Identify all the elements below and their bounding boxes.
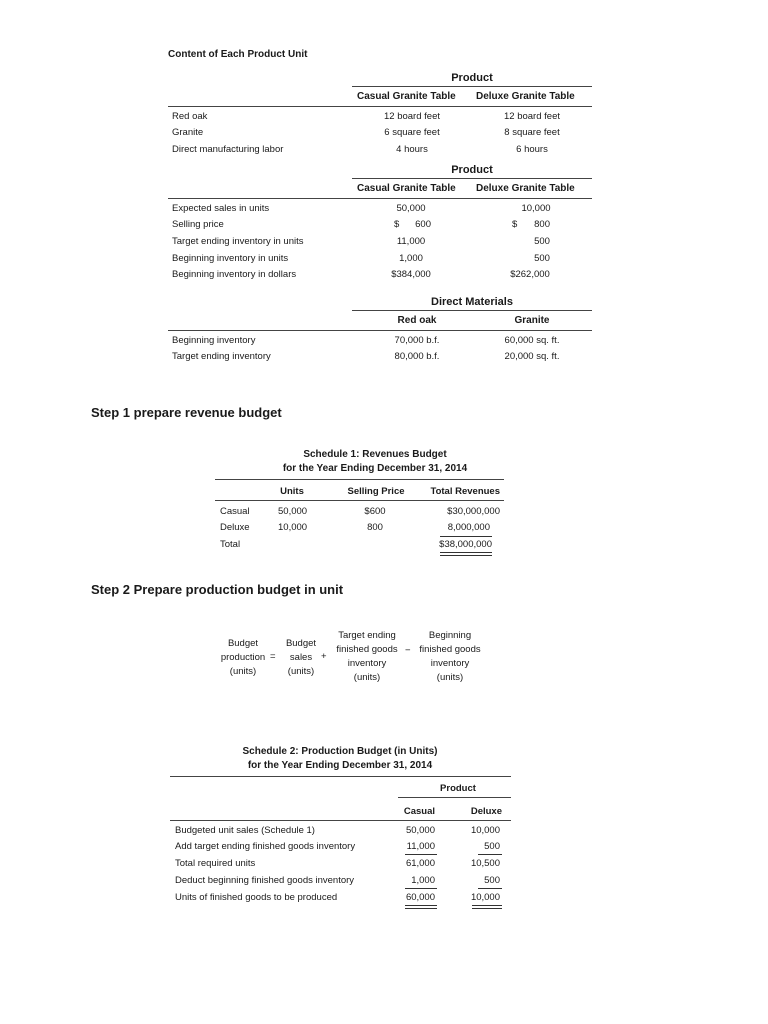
row-label: Beginning inventory in units xyxy=(172,253,289,264)
row-label: Granite xyxy=(172,127,204,138)
cell: 500 xyxy=(534,253,550,264)
cell: 70,000 b.f. xyxy=(394,335,440,346)
row-label: Target ending inventory xyxy=(172,351,271,362)
cell: 8,000,000 xyxy=(447,522,490,533)
row-label: Target ending inventory in units xyxy=(172,236,304,247)
content-table-title: Content of Each Product Unit xyxy=(168,49,308,60)
row-label: Beginning inventory in dollars xyxy=(172,269,297,280)
row-label: Units of finished goods to be produced xyxy=(175,892,338,903)
cell: 10,000 xyxy=(278,522,308,533)
currency-symbol: $ xyxy=(394,219,400,230)
underline xyxy=(405,888,437,889)
cell: 500 xyxy=(534,236,550,247)
total-value: $38,000,000 xyxy=(439,539,492,550)
sales-col-deluxe: Deluxe Granite Table xyxy=(476,183,575,194)
cell: 1,000 xyxy=(411,875,435,886)
schedule1-col-revenues: Total Revenues xyxy=(430,486,500,497)
underline xyxy=(440,536,492,537)
formula-term-beginning: Beginning finished goods inventory (units) xyxy=(419,630,481,683)
formula-term-production: Budget production (units) xyxy=(220,638,266,677)
cell: 6 square feet xyxy=(384,127,440,138)
cell: 10,000 xyxy=(470,825,500,836)
step2-heading: Step 2 Prepare production budget in unit xyxy=(91,582,344,597)
sales-product-header: Product xyxy=(451,164,493,176)
divider xyxy=(398,797,511,798)
cell: 800 xyxy=(534,219,550,230)
row-label: Direct manufacturing labor xyxy=(172,144,284,155)
schedule1-col-units: Units xyxy=(280,486,304,497)
underline xyxy=(478,888,502,889)
cell: 4 hours xyxy=(396,144,428,155)
formula-term-target-ending: Target ending finished goods inventory (units) xyxy=(336,630,398,683)
cell: 1,000 xyxy=(399,253,423,264)
schedule1-title: Schedule 1: Revenues Budget xyxy=(303,449,447,460)
cell: 20,000 sq. ft. xyxy=(504,351,560,362)
divider xyxy=(215,479,504,480)
row-label: Deluxe xyxy=(220,522,250,533)
formula-plus: + xyxy=(321,651,327,662)
row-label: Deduct beginning finished goods inventory xyxy=(175,875,355,886)
row-label: Expected sales in units xyxy=(172,203,270,214)
cell: $600 xyxy=(364,506,386,517)
content-product-header: Product xyxy=(451,72,493,84)
divider xyxy=(352,178,592,179)
schedule2-product-header: Product xyxy=(440,783,476,794)
cell: 50,000 xyxy=(405,825,435,836)
schedule1-subtitle: for the Year Ending December 31, 2014 xyxy=(282,463,468,474)
divider xyxy=(352,310,592,311)
cell: 500 xyxy=(484,841,500,852)
step1-heading: Step 1 prepare revenue budget xyxy=(91,405,282,420)
cell: 60,000 xyxy=(405,892,435,903)
cell: 11,000 xyxy=(406,841,435,852)
materials-header: Direct Materials xyxy=(431,296,513,308)
cell: 6 hours xyxy=(516,144,548,155)
cell: 600 xyxy=(415,219,431,230)
schedule2-col-casual: Casual xyxy=(403,806,435,817)
cell: 800 xyxy=(367,522,383,533)
sales-col-casual: Casual Granite Table xyxy=(357,183,456,194)
schedule2-title: Schedule 2: Production Budget (in Units) xyxy=(242,746,438,757)
content-col-deluxe: Deluxe Granite Table xyxy=(476,91,575,102)
underline xyxy=(405,854,437,855)
cell: 12 board feet xyxy=(384,111,440,122)
row-label: Selling price xyxy=(172,219,224,230)
divider xyxy=(170,776,511,777)
cell: 10,000 xyxy=(470,892,500,903)
cell: 11,000 xyxy=(396,236,426,247)
row-label: Budgeted unit sales (Schedule 1) xyxy=(175,825,315,836)
divider xyxy=(168,330,592,331)
cell: 10,500 xyxy=(470,858,500,869)
cell: $384,000 xyxy=(391,269,431,280)
cell: 60,000 sq. ft. xyxy=(504,335,560,346)
double-underline xyxy=(405,905,437,909)
materials-col-granite: Granite xyxy=(514,315,550,326)
double-underline xyxy=(440,552,492,556)
underline xyxy=(478,854,502,855)
cell: 8 square feet xyxy=(504,127,560,138)
row-label: Red oak xyxy=(172,111,208,122)
formula-equals: = xyxy=(270,651,276,662)
formula-term-sales: Budget sales (units) xyxy=(285,638,317,677)
content-col-casual: Casual Granite Table xyxy=(357,91,456,102)
total-label: Total xyxy=(220,539,241,550)
double-underline xyxy=(472,905,502,909)
row-label: Total required units xyxy=(175,858,256,869)
divider xyxy=(215,500,504,501)
schedule2-subtitle: for the Year Ending December 31, 2014 xyxy=(247,760,433,771)
schedule1-col-price: Selling Price xyxy=(347,486,405,497)
cell: 10,000 xyxy=(521,203,551,214)
cell: 500 xyxy=(484,875,500,886)
currency-symbol: $ xyxy=(512,219,518,230)
cell: $30,000,000 xyxy=(447,506,500,517)
cell: 80,000 b.f. xyxy=(394,351,440,362)
row-label: Casual xyxy=(220,506,250,517)
divider xyxy=(170,820,511,821)
cell: 50,000 xyxy=(396,203,426,214)
divider xyxy=(352,86,592,87)
cell: 50,000 xyxy=(278,506,308,517)
divider xyxy=(168,198,592,199)
formula-minus: − xyxy=(405,645,411,656)
row-label: Beginning inventory xyxy=(172,335,256,346)
cell: 12 board feet xyxy=(504,111,560,122)
materials-col-red-oak: Red oak xyxy=(397,315,437,326)
cell: $262,000 xyxy=(510,269,550,280)
schedule2-col-deluxe: Deluxe xyxy=(470,806,502,817)
row-label: Add target ending finished goods inventory xyxy=(175,841,356,852)
divider xyxy=(168,106,592,107)
cell: 61,000 xyxy=(405,858,435,869)
